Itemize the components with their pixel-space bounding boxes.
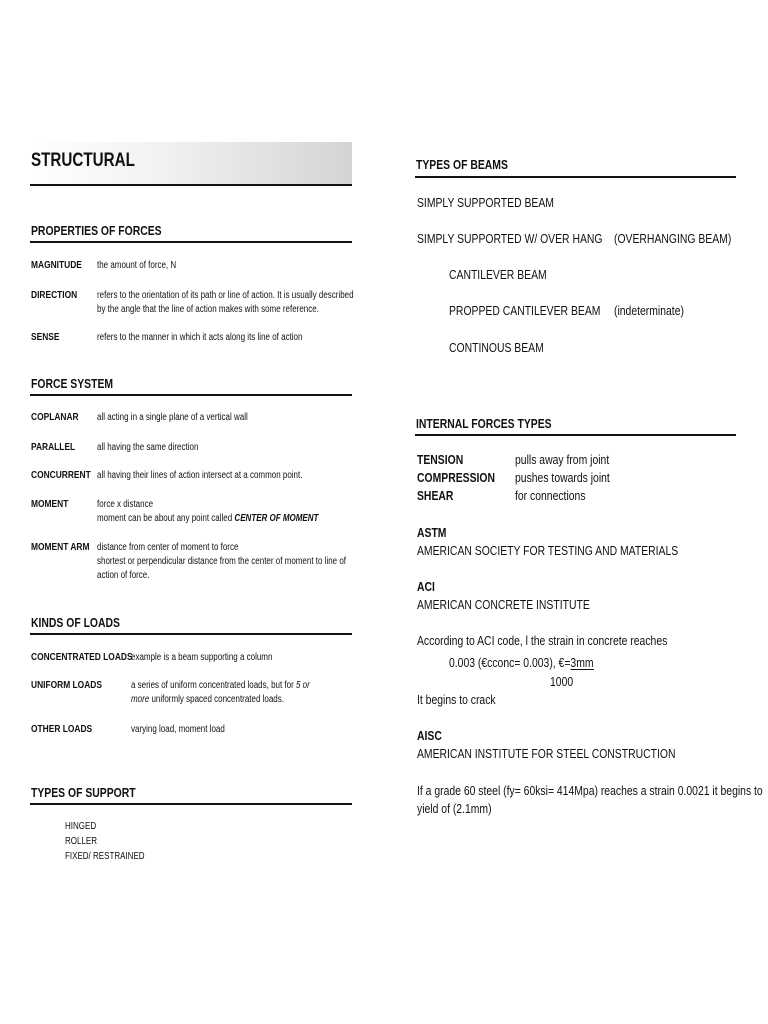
support-fixed-restrained: FIXED/ RESTRAINED [65,851,145,862]
force-tension: TENSION [417,452,464,467]
aisc-abbr: AISC [417,728,442,743]
beam-continous: CONTINOUS BEAM [449,340,544,355]
aci-formula-prefix: 0.003 (€cconc= 0.003), €= [449,655,571,670]
definition-direction-line-2: by the angle that the line of action makes with some reference. [97,304,319,315]
definition-parallel: all having the same direction [97,442,199,453]
term-magnitude: MAGNITUDE [31,259,82,271]
definition-uniform-loads-line-2 [131,693,284,707]
aci-formula-numerator: 3mm [570,655,594,670]
force-shear-desc: for connections [515,488,586,503]
uniform-loads-emphasis: 5 or [295,680,310,691]
term-parallel: PARALLEL [31,441,76,453]
section-heading-kinds-of-loads: KINDS OF LOADS [31,615,120,630]
aci-note-line-3: It begins to crack [417,692,496,707]
term-other-loads: OTHER LOADS [31,723,93,735]
section-rule [30,803,352,805]
term-moment: MOMENT [31,498,69,510]
definition-concentrated-loads: example is a beam supporting a column [131,652,273,663]
beam-indeterminate-note: (indeterminate) [614,303,684,318]
uniform-loads-text: a series of uniform concentrated loads, but for [131,680,296,691]
term-concurrent: CONCURRENT [31,469,91,481]
term-direction: DIRECTION [31,289,78,301]
beam-simply-supported: SIMPLY SUPPORTED BEAM [417,195,554,210]
definition-coplanar: all acting in a single plane of a vertical wall [97,412,248,423]
definition-magnitude: the amount of force, N [97,260,177,271]
aci-formula [449,655,594,670]
uniform-loads-emphasis-more: more [131,694,150,705]
support-hinged: HINGED [65,821,97,832]
definition-moment-arm-line-2: shortest or perpendicular distance from the center of moment to line of [97,556,347,567]
definition-other-loads: varying load, moment load [131,724,225,735]
definition-moment-line-1: force x distance [97,499,154,510]
section-heading-properties-of-forces: PROPERTIES OF FORCES [31,223,162,238]
beam-overhanging-note: (OVERHANGING BEAM) [614,231,732,246]
beam-propped-cantilever: PROPPED CANTILEVER BEAM [449,303,601,318]
beam-cantilever: CANTILEVER BEAM [449,267,547,282]
term-sense: SENSE [31,331,60,343]
definition-moment-arm-line-1: distance from center of moment to force [97,542,239,553]
aisc-note-line-1: If a grade 60 steel (fy= 60ksi= 414Mpa) reaches a strain 0.0021 it begins to [417,783,763,798]
aisc-note-line-2: yield of (2.1mm) [417,801,492,816]
page-title: STRUCTURAL [31,150,135,171]
title-rule [30,184,352,186]
aci-abbr: ACI [417,579,435,594]
definition-sense: refers to the manner in which it acts along its line of action [97,332,303,343]
definition-direction-line-1: refers to the orientation of its path or line of action. It is usually described [97,290,354,301]
force-compression-desc: pushes towards joint [515,470,610,485]
section-heading-force-system: FORCE SYSTEM [31,376,114,391]
section-heading-internal-forces: INTERNAL FORCES TYPES [416,416,552,431]
section-rule [415,176,736,178]
aci-formula-denominator: 1000 [550,674,574,689]
astm-abbr: ASTM [417,525,447,540]
definition-moment-text: moment can be about any point called [97,513,235,524]
definition-moment-line-2 [97,512,318,526]
aci-note-line-1: According to ACI code, l the strain in concrete reaches [417,633,668,648]
force-tension-desc: pulls away from joint [515,452,610,467]
section-rule [30,241,352,243]
term-concentrated-loads: CONCENTRATED LOADS [31,651,133,663]
aci-full: AMERICAN CONCRETE INSTITUTE [417,597,590,612]
astm-full: AMERICAN SOCIETY FOR TESTING AND MATERIALS [417,543,679,558]
uniform-loads-text-2: uniformly spaced concentrated loads. [149,694,284,705]
force-compression: COMPRESSION [417,470,496,485]
beam-simply-supported-overhang: SIMPLY SUPPORTED W/ OVER HANG [417,231,603,246]
section-rule [30,394,352,396]
aisc-full: AMERICAN INSTITUTE FOR STEEL CONSTRUCTION [417,746,676,761]
definition-concurrent: all having their lines of action intersect at a common point. [97,470,303,481]
force-shear: SHEAR [417,488,454,503]
definition-moment-arm-line-3: action of force. [97,570,150,581]
section-heading-types-of-support: TYPES OF SUPPORT [31,785,136,800]
section-rule [415,434,736,436]
term-uniform-loads: UNIFORM LOADS [31,679,102,691]
section-rule [30,633,352,635]
center-of-moment-emphasis: CENTER OF MOMENT [234,513,319,524]
section-heading-types-of-beams: TYPES OF BEAMS [416,157,508,172]
term-coplanar: COPLANAR [31,411,79,423]
term-moment-arm: MOMENT ARM [31,541,90,553]
support-roller: ROLLER [65,836,98,847]
definition-uniform-loads-line-1 [131,679,310,693]
